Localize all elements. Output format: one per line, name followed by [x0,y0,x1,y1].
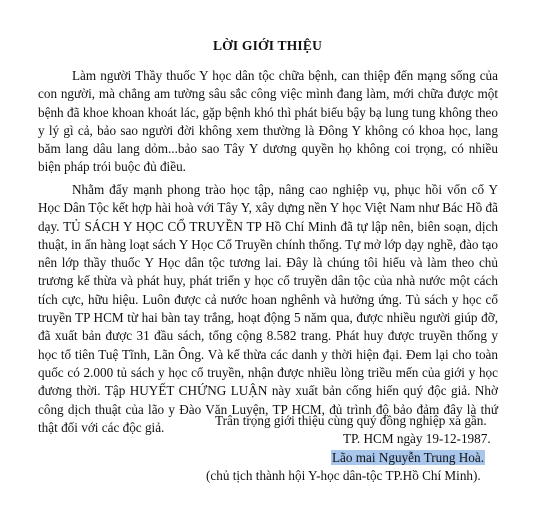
page-title: LỜI GIỚI THIỆU [212,38,323,53]
paragraph-intro [38,67,498,177]
paragraph-text: Nhằm đẩy mạnh phong trào học tập, nâng cao nghiệp vụ, phục hồi vốn cổ Y Học Dân Tộc kết hợp hài hoà với Tây Y, xây dựng nền Y học Việt Nam như Bác Hồ đã dạy. TỦ SÁCH Y HỌC CỔ TRUYỀN TP Hồ Chí Minh đã tự lập nên, biên soạn, dịch thuật, in ấn hàng loạt sách Y Học Cổ Truyền chính thống. Tự mở lớp dạy nghề, đào tạo nên lớp thầy thuốc Y Học dân tộc tương lai. Đây là chúng tôi hiểu và làm theo chủ trương kế thừa và phát huy, phát triển y học cổ truyền dân tộc của nhà nước một cách tích cực, hữu hiệu. Luôn được cả nước hoan nghênh và hưởng ứng. Tủ sách y học cổ truyền TP HCM từ hai bàn tay trắng, hoạt động 5 năm qua, được nhiều người giúp đỡ, đã xuất bản được 31 đầu sách, tổng cộng 8.582 trang. Phát huy được truyền thống y học tổ tiên Tuệ Tĩnh, Lãn Ông. Và kế thừa các danh y thời hiện đại. Đem lại cho toàn quốc có 2.000 tủ sách y học cổ truyền, nhận được nhiều lòng triều mến của giới y học đương thời. Tập HUYẾT CHỨNG LUẬN này xuất bản cống hiến quý độc giả. Nhờ công dịch thuật của lão y Đào Văn Luyện, TP HCM, đủ trình độ bảo đảm đây là thứ thật đối với các độc giả. [38,182,498,435]
selected-text-author[interactable]: Lão mai Nguyễn Trung Hoà. [332,450,485,465]
signature-author[interactable] [331,449,485,467]
signature-closing: Trân trọng giới thiệu cùng quý đồng nghiệp xa gần. [215,413,487,428]
signature-role: (chủ tịch thành hội Y-học dân-tộc TP.Hồ Chí Minh). [206,468,481,483]
signature-date: TP. HCM ngày 19-12-1987. [343,431,491,446]
paragraph-body [38,181,498,437]
paragraph-text: Làm người Thầy thuốc Y học dân tộc chữa bệnh, can thiệp đến mạng sống của con người, mà chẳng am tường sâu sắc công việc mình đang làm, mới chữa được một bệnh đã khoe khoan khoát lác, gặp bệnh khó thì phát biểu bậy bạ lung tung không theo y lý gì cả, bảo sao người đời không xem thường là Đông Y không có khoa học, lang băm lang dâu lang dỏm...bảo sao Tây Y dương quyền họ không coi trọng, có nhiều biện pháp trói buộc đủ điều. [38,68,498,175]
